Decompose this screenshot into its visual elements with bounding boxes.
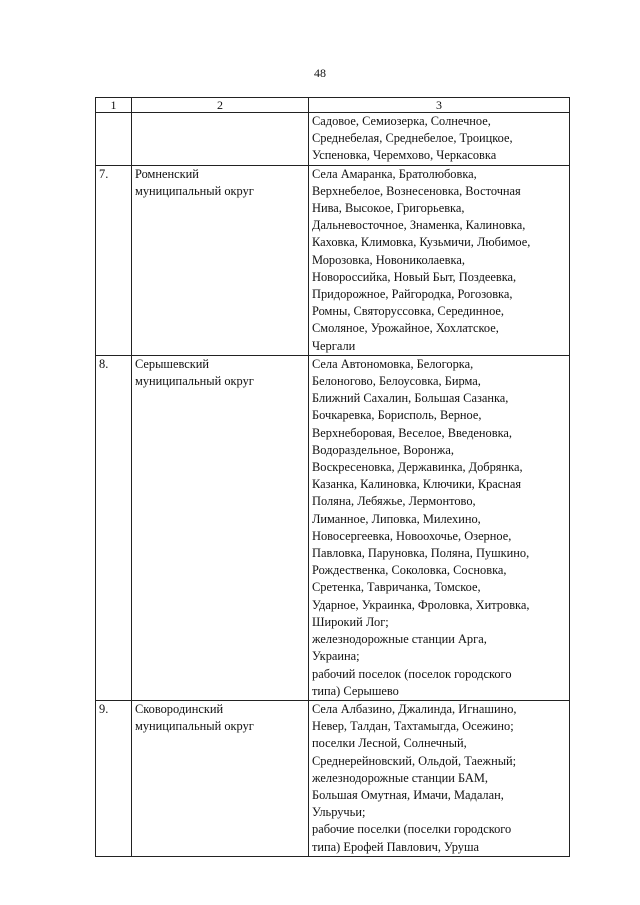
settlements-cell xyxy=(309,700,570,856)
settlements-line: Каховка, Климовка, Кузьмичи, Любимое, xyxy=(312,235,531,250)
settlements-line: Ульручьи; xyxy=(312,805,366,820)
settlements-line: Казанка, Калиновка, Ключики, Красная xyxy=(312,477,522,492)
settlements-line: Водораздельное, Воронжа, xyxy=(312,442,454,457)
district-name-line: муниципальный округ xyxy=(135,374,254,389)
settlements-line: Морозовка, Новониколаевка, xyxy=(312,252,465,267)
settlements-line: Украина; xyxy=(312,649,360,664)
settlements-line: Бочкаревка, Борисполь, Верное, xyxy=(312,408,482,423)
page-number: 48 xyxy=(314,66,326,80)
header-cell-3: 3 xyxy=(309,98,570,113)
settlements-line: Придорожное, Райгородка, Рогозовка, xyxy=(312,287,513,302)
settlements-line: Села Албазино, Джалинда, Игнашино, xyxy=(312,701,517,716)
settlements-line: Села Автономовка, Белогорка, xyxy=(312,356,474,371)
settlements-line: Новосергеевка, Новоохочье, Озерное, xyxy=(312,528,512,543)
settlements-line: железнодорожные станции БАМ, xyxy=(312,770,488,785)
settlements-line: Широкий Лог; xyxy=(312,614,389,629)
district-name-line: муниципальный округ xyxy=(135,183,254,198)
row-number xyxy=(96,113,132,166)
district-name-line: муниципальный округ xyxy=(135,719,254,734)
table-row xyxy=(96,355,570,700)
settlements-line: Среднебелая, Среднебелое, Троицкое, xyxy=(312,131,513,146)
district-name-cell xyxy=(132,165,309,355)
settlements-line: Воскресеновка, Державинка, Добрянка, xyxy=(312,460,523,475)
settlements-line: Села Амаранка, Братолюбовка, xyxy=(312,166,477,181)
settlements-cell xyxy=(309,165,570,355)
settlements-line: Павловка, Паруновка, Поляна, Пушкино, xyxy=(312,546,530,561)
settlements-line: Новороссийка, Новый Быт, Поздеевка, xyxy=(312,269,517,284)
table-body xyxy=(96,98,570,857)
table-row xyxy=(96,700,570,856)
settlements-line: типа) Серышево xyxy=(312,683,399,698)
district-name-cell xyxy=(132,700,309,856)
table-row xyxy=(96,113,570,166)
district-name-line: Ромненский xyxy=(135,166,199,181)
settlements-line: Дальневосточное, Знаменка, Калиновка, xyxy=(312,218,526,233)
settlements-line: Среднерейновский, Ольдой, Таежный; xyxy=(312,753,517,768)
municipal-districts-table xyxy=(95,97,570,857)
settlements-line: поселки Лесной, Солнечный, xyxy=(312,736,467,751)
settlements-line: Большая Омутная, Имачи, Мадалан, xyxy=(312,787,504,802)
settlements-line: рабочий поселок (поселок городского xyxy=(312,666,512,681)
row-number: 9. xyxy=(96,700,132,856)
settlements-line: Верхнеборовая, Веселое, Введеновка, xyxy=(312,425,512,440)
settlements-line: Верхнебелое, Вознесеновка, Восточная xyxy=(312,183,521,198)
row-number: 8. xyxy=(96,355,132,700)
settlements-line: Невер, Талдан, Тахтамыгда, Осежино; xyxy=(312,719,514,734)
settlements-line: железнодорожные станции Арга, xyxy=(312,632,487,647)
settlements-line: Рождественка, Соколовка, Сосновка, xyxy=(312,563,507,578)
settlements-line: Нива, Высокое, Григорьевка, xyxy=(312,201,465,216)
settlements-line: типа) Ерофей Павлович, Уруша xyxy=(312,839,479,854)
settlements-line: Смоляное, Урожайное, Хохлатское, xyxy=(312,321,499,336)
district-name-line: Сковородинский xyxy=(135,701,224,716)
settlements-line: Ромны, Святоруссовка, Серединное, xyxy=(312,304,505,319)
settlements-line: Поляна, Лебяжье, Лермонтово, xyxy=(312,494,476,509)
settlements-cell xyxy=(309,113,570,166)
settlements-line: Лиманное, Липовка, Милехино, xyxy=(312,511,481,526)
district-name-line: Серышевский xyxy=(135,356,210,371)
header-cell-2: 2 xyxy=(132,98,309,113)
district-name-cell xyxy=(132,355,309,700)
settlements-line: Чергали xyxy=(312,338,356,353)
settlements-line: Садовое, Семиозерка, Солнечное, xyxy=(312,114,491,128)
header-cell-1: 1 xyxy=(96,98,132,113)
table-row xyxy=(96,165,570,355)
settlements-cell xyxy=(309,355,570,700)
settlements-line: Сретенка, Тавричанка, Томское, xyxy=(312,580,481,595)
table-header-row xyxy=(96,98,570,113)
settlements-line: Белоногово, Белоусовка, Бирма, xyxy=(312,374,481,389)
settlements-line: Ударное, Украинка, Фроловка, Хитровка, xyxy=(312,597,530,612)
row-number: 7. xyxy=(96,165,132,355)
settlements-line: Успеновка, Черемхово, Черкасовка xyxy=(312,148,497,163)
district-name-cell xyxy=(132,113,309,166)
settlements-line: Ближний Сахалин, Большая Сазанка, xyxy=(312,391,509,406)
settlements-line: рабочие поселки (поселки городского xyxy=(312,822,512,837)
